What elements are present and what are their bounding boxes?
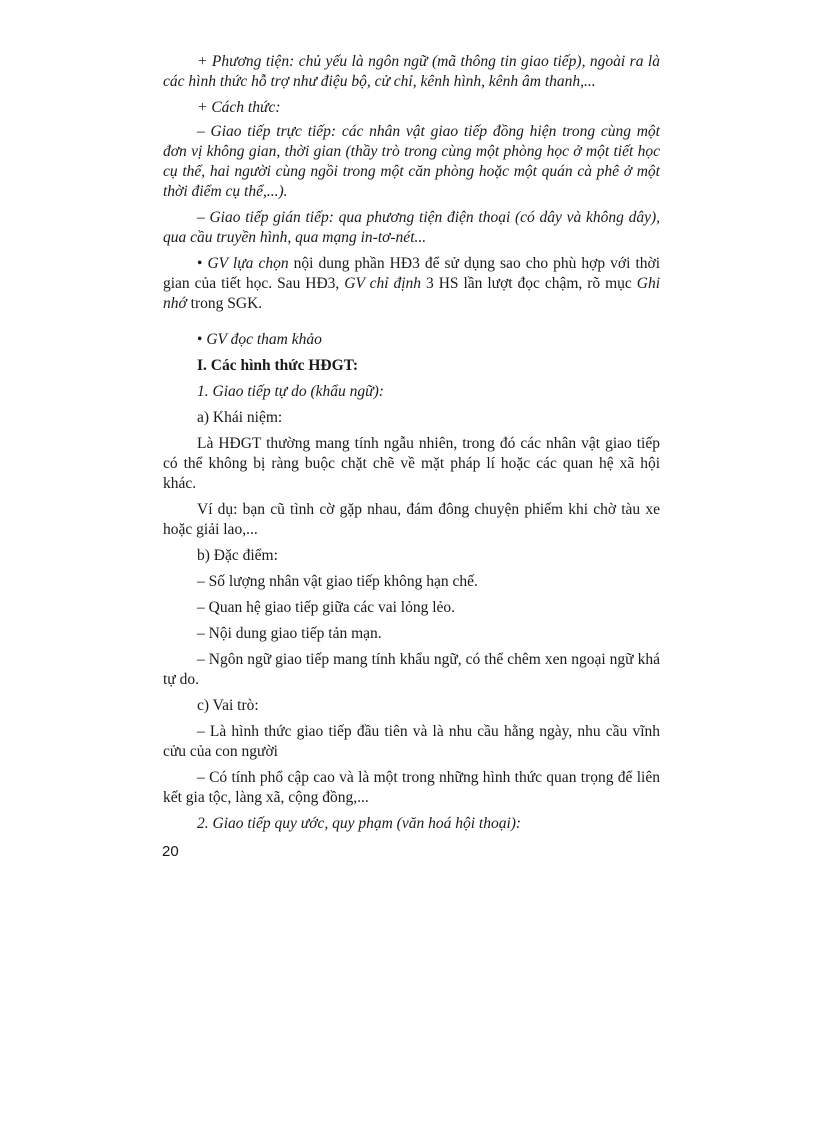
- paragraph-means: + Phương tiện: chủ yếu là ngôn ngữ (mã thông tin giao tiếp), ngoài ra là các hình thức hỗ trợ như điệu bộ, cử chỉ, kênh hình, kênh âm thanh,...: [163, 53, 660, 90]
- page-body: [163, 52, 660, 840]
- list-item-characteristic: – Nội dung giao tiếp tản mạn.: [197, 625, 382, 642]
- bullet: •: [197, 255, 203, 272]
- emphasis-text: GV lựa chọn: [207, 255, 289, 272]
- label-characteristics: b) Đặc điểm:: [197, 547, 278, 564]
- subsection-heading-free-communication: 1. Giao tiếp tự do (khẩu ngữ):: [197, 383, 384, 400]
- emphasis-text: Ghi nhớ: [163, 275, 661, 312]
- paragraph-concept-definition: Là HĐGT thường mang tính ngẫu nhiên, trong đó các nhân vật giao tiếp có thể không bị ràng buộc chặt chẽ về mặt pháp lí hoặc các quan hệ xã hội khác.: [163, 435, 660, 492]
- paragraph-teacher-selection: [163, 254, 660, 314]
- bullet: •: [197, 331, 203, 348]
- body-text: 3 HS lần lượt đọc chậm, rõ mục: [421, 275, 637, 292]
- paragraph-teacher-reference: [163, 330, 660, 350]
- list-item-characteristic: – Số lượng nhân vật giao tiếp không hạn chế.: [197, 573, 478, 590]
- emphasis-text: GV đọc tham khảo: [206, 331, 322, 348]
- list-item-characteristic: – Ngôn ngữ giao tiếp mang tính khẩu ngữ, có thể chêm xen ngoại ngữ khá tự do.: [163, 651, 660, 688]
- label-concept: a) Khái niệm:: [197, 409, 283, 426]
- body-text: trong SGK.: [186, 295, 263, 312]
- paragraph-concept-example: Ví dụ: bạn cũ tình cờ gặp nhau, đám đông chuyện phiếm khi chờ tàu xe hoặc giải lao,...: [163, 501, 660, 538]
- paragraph-direct-communication: – Giao tiếp trực tiếp: các nhân vật giao tiếp đồng hiện trong cùng một đơn vị không gian, thời gian (thầy trò trong cùng một phòng học ở một tiết học cụ thể, hai người cùng ngồi trong một căn phòng hoặc một quán cà phê ở một thời điểm cụ thể,...).: [163, 123, 660, 200]
- label-role: c) Vai trò:: [197, 697, 259, 714]
- body-text: nội dung phần HĐ3 để sử dụng sao cho phù hợp với thời gian của tiết học. Sau HĐ3,: [163, 255, 661, 292]
- page-number: 20: [162, 843, 179, 860]
- list-item-characteristic: – Quan hệ giao tiếp giữa các vai lỏng lẻo.: [197, 599, 456, 616]
- paragraph-method-label: + Cách thức:: [197, 99, 281, 116]
- section-heading: I. Các hình thức HĐGT:: [197, 357, 359, 374]
- list-item-role: – Là hình thức giao tiếp đầu tiên và là nhu cầu hằng ngày, nhu cầu vĩnh cửu của con người: [163, 723, 660, 760]
- emphasis-text: GV chỉ định: [344, 275, 422, 292]
- list-item-role: – Có tính phổ cập cao và là một trong những hình thức quan trọng để liên kết gia tộc, làng xã, cộng đồng,...: [163, 769, 660, 806]
- subsection-heading-conventional-communication: 2. Giao tiếp quy ước, quy phạm (văn hoá hội thoại):: [197, 815, 522, 832]
- paragraph-indirect-communication: – Giao tiếp gián tiếp: qua phương tiện điện thoại (có dây và không dây), qua cầu truyền hình, qua mạng in-tơ-nét...: [163, 209, 660, 246]
